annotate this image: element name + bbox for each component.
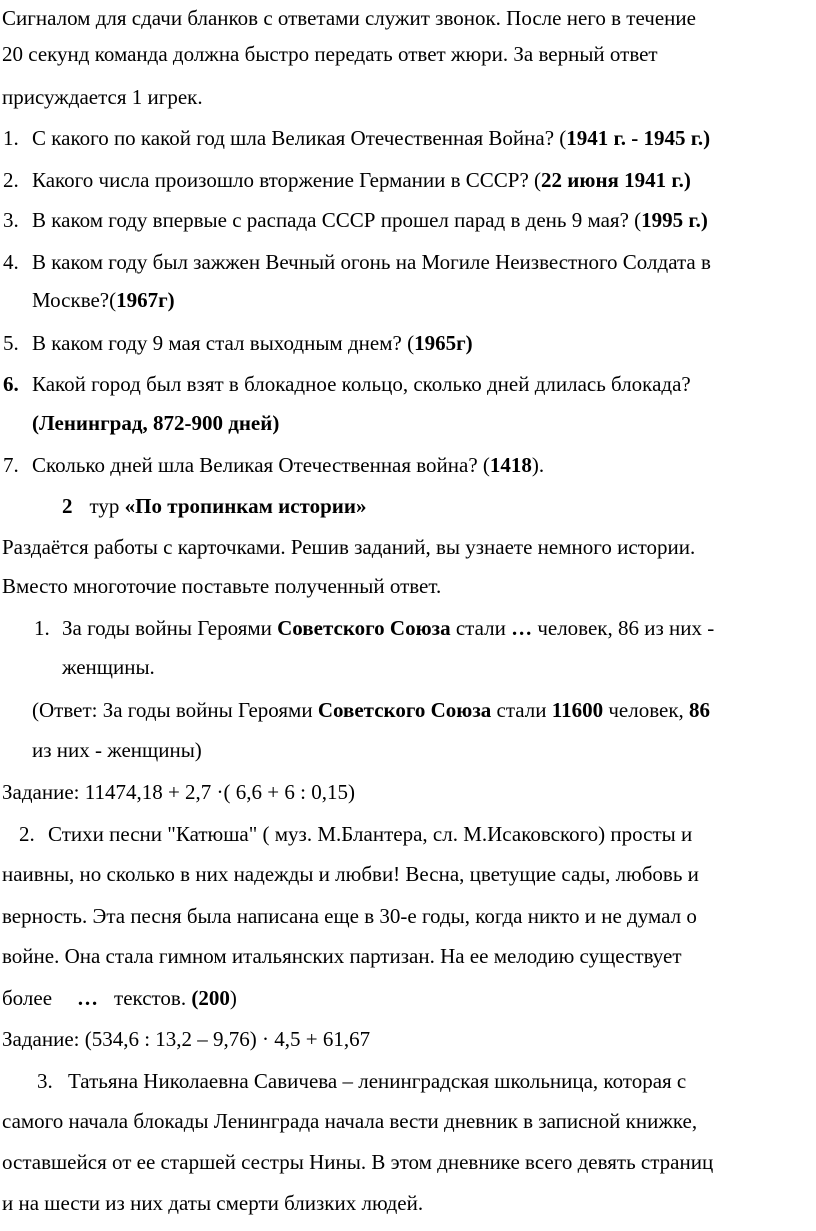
question-5: В каком году 9 мая стал выходным днем? (1965г) xyxy=(32,331,473,355)
task-1-line-1: За годы войны Героями Советского Союза стали … человек, 86 из них - xyxy=(62,616,715,640)
task-2-line-1: Стихи песни "Катюша" ( муз. М.Блантера, сл. М.Исаковского) просты и xyxy=(48,822,693,846)
task-1-exercise: Задание: 11474,18 + 2,7 ·( 6,6 + 6 : 0,15) xyxy=(2,780,355,804)
task-3-line-2: самого начала блокады Ленинграда начала вести дневник в записной книжке, xyxy=(2,1109,698,1133)
question-4-cont: Москве?(1967г) xyxy=(32,288,175,312)
task-2-line-3: верность. Эта песня была написана еще в 30-е годы, когда никто и не думал о xyxy=(2,904,697,928)
intro-line-3: присуждается 1 игрек. xyxy=(2,85,203,109)
tour-2-heading: 2 тур «По тропинкам истории» xyxy=(62,494,367,518)
task-number: 1. xyxy=(34,616,50,640)
task-1-answer-line-1: (Ответ: За годы войны Героями Советского Союза стали 11600 человек, 86 xyxy=(32,698,711,722)
answer: 22 июня 1941 г.) xyxy=(541,168,691,192)
question-number: 1. xyxy=(3,126,19,150)
question-7: Сколько дней шла Великая Отечественная война? (1418). xyxy=(32,453,545,477)
task-number: 2. xyxy=(19,822,35,846)
question-number: 6. xyxy=(3,372,19,396)
tour-2-intro-line-1: Раздаётся работы с карточками. Решив заданий, вы узнаете немного истории. xyxy=(2,535,696,559)
question-number: 2. xyxy=(3,168,19,192)
answer: 1967г) xyxy=(116,288,175,312)
question-2: Какого числа произошло вторжение Германии в СССР? (22 июня 1941 г.) xyxy=(32,168,691,192)
task-2-line-5: более … текстов. (200) xyxy=(2,986,237,1010)
question-3: В каком году впервые с распада СССР прошел парад в день 9 мая? (1995 г.) xyxy=(32,208,708,232)
task-3-line-4: и на шести из них даты смерти близких людей. xyxy=(2,1191,424,1215)
intro-line-2: 20 секунд команда должна быстро передать ответ жюри. За верный ответ xyxy=(2,42,658,66)
question-4: В каком году был зажжен Вечный огонь на Могиле Неизвестного Солдата в xyxy=(32,250,711,274)
task-1-line-2: женщины. xyxy=(62,655,155,679)
tour-2-intro-line-2: Вместо многоточие поставьте полученный ответ. xyxy=(2,574,442,598)
answer: (Ленинград, 872-900 дней) xyxy=(32,411,280,435)
question-6: Какой город был взят в блокадное кольцо, сколько дней длилась блокада? xyxy=(32,372,691,396)
task-3-line-1: Татьяна Николаевна Савичева – ленинградская школьница, которая с xyxy=(68,1069,687,1093)
answer: 1941 г. - 1945 г.) xyxy=(566,126,711,150)
task-2-exercise: Задание: (534,6 : 13,2 – 9,76) · 4,5 + 61,67 xyxy=(2,1027,371,1051)
question-number: 7. xyxy=(3,453,19,477)
task-3-line-3: оставшейся от ее старшей сестры Нины. В этом дневнике всего девять страниц xyxy=(2,1150,714,1174)
task-1-answer-line-2: из них - женщины) xyxy=(32,738,202,762)
task-2-line-2: наивны, но сколько в них надежды и любви! Весна, цветущие сады, любовь и xyxy=(2,862,699,886)
question-number: 4. xyxy=(3,250,19,274)
question-number: 5. xyxy=(3,331,19,355)
question-1: С какого по какой год шла Великая Отечественная Война? (1941 г. - 1945 г.) xyxy=(32,126,711,150)
task-number: 3. xyxy=(37,1069,53,1093)
answer: 1965г) xyxy=(414,331,473,355)
intro-line-1: Сигналом для сдачи бланков с ответами служит звонок. После него в течение xyxy=(2,6,696,30)
answer: 1995 г.) xyxy=(641,208,708,232)
question-number: 3. xyxy=(3,208,19,232)
answer: 1418 xyxy=(489,453,532,477)
task-2-line-4: войне. Она стала гимном итальянских партизан. На ее мелодию существует xyxy=(2,944,682,968)
